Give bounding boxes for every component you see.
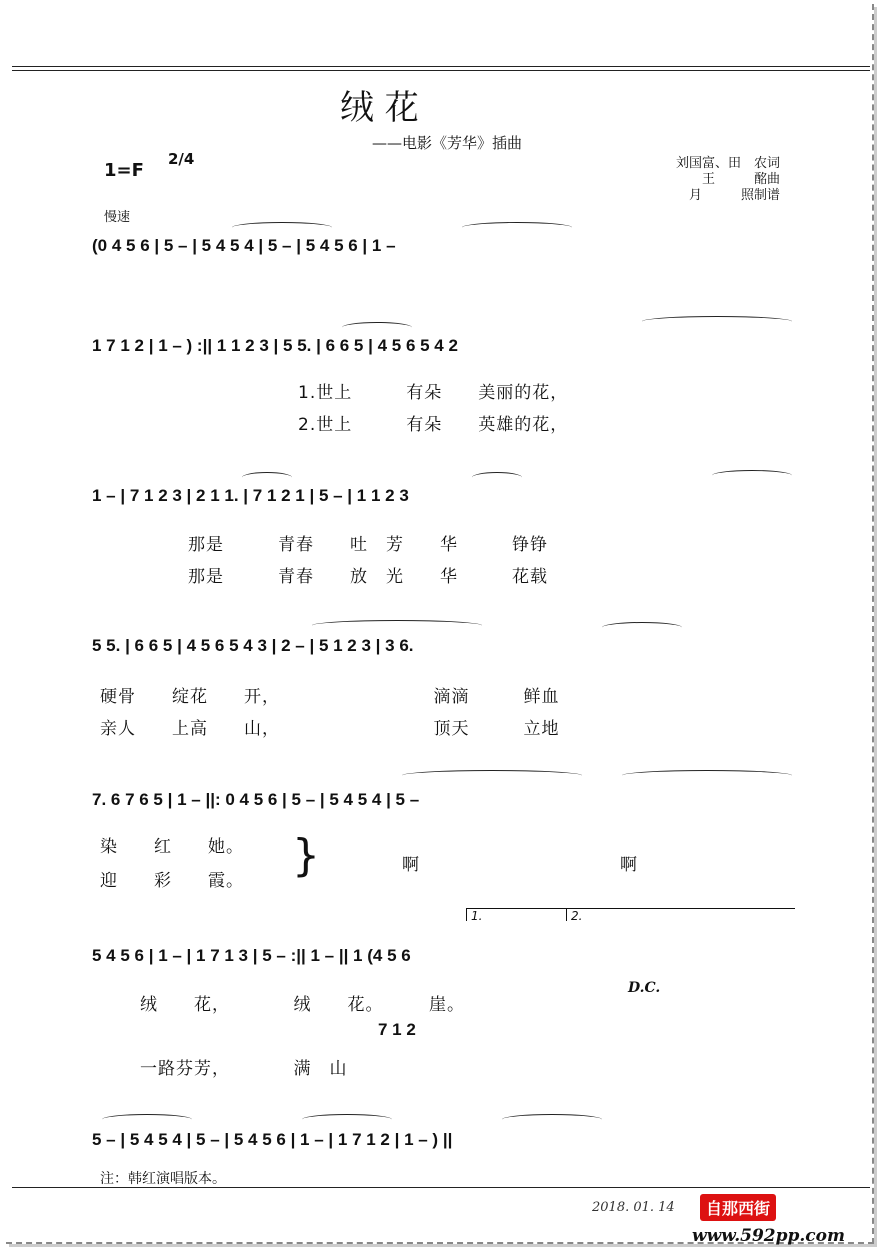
lyric-v1-row3: 那是 青春 吐 芳 华 铮铮 <box>188 535 548 555</box>
key-signature: 1=F <box>104 160 144 181</box>
lyric-v2-row4: 亲人 上高 山， 顶天 立地 <box>100 719 560 739</box>
notes-row-6: 5 4 5 6 | 1 – | 1 7 1 3 | 5 – :|| 1 – || 1 (4 5 6 <box>92 946 411 965</box>
lyric-alt: 一路芬芳， 满 山 <box>140 1059 348 1079</box>
staff-row-2 <box>92 336 802 376</box>
staff-row-1 <box>92 236 802 276</box>
credits <box>640 156 780 204</box>
lyric-v1-row5: 染 红 她。 <box>100 837 244 857</box>
arranger-credit: 月 照制谱 <box>688 188 780 203</box>
staff-row-3 <box>92 486 802 526</box>
top-rule-2 <box>12 70 870 71</box>
staff-row-5 <box>92 790 802 830</box>
lyric-ah-2: 啊 <box>620 855 637 875</box>
staff-row-6 <box>92 946 802 986</box>
lyric-row6: 绒 花， 绒 花。 崖。 <box>140 995 465 1015</box>
slur-arc <box>312 620 482 631</box>
volta-1: 1. <box>466 908 567 921</box>
lyric-v2-row5: 迎 彩 霞。 <box>100 871 244 891</box>
tie-arc <box>102 1114 192 1125</box>
date-stamp: 2018. 01. 14 <box>592 1200 675 1215</box>
song-title: 绒 花 <box>340 88 419 128</box>
staff-row-4 <box>92 636 802 676</box>
slur-arc <box>602 622 682 633</box>
website-url[interactable]: www.592pp.com <box>692 1226 845 1246</box>
notes-row-3: 1 – | 7 1 2 3 | 2 1 1. | 7 1 2 1 | 5 – | 1 1 2 3 <box>92 486 409 505</box>
song-subtitle: ——电影《芳华》插曲 <box>372 134 523 152</box>
slur-arc <box>472 472 522 483</box>
top-rule <box>12 66 870 67</box>
slur-arc <box>342 322 412 333</box>
notes-row-7: 5 – | 5 4 5 4 | 5 – | 5 4 5 6 | 1 – | 1 7 1 2 | 1 – ) || <box>92 1130 453 1149</box>
footnote: 注：韩红演唱版本。 <box>100 1171 226 1187</box>
lyric-v1-row2: 1.世上 有朵 美丽的花， <box>298 383 569 403</box>
slur-arc <box>242 472 292 483</box>
watermark-logo: 自那西街 <box>700 1194 776 1221</box>
notes-row-5: 7. 6 7 6 5 | 1 – ||: 0 4 5 6 | 5 – | 5 4 5 4 | 5 – <box>92 790 420 809</box>
slur-arc <box>622 770 792 781</box>
lyric-v2-row2: 2.世上 有朵 英雄的花， <box>298 415 569 435</box>
tempo-marking: 慢速 <box>104 210 131 225</box>
time-signature: 2/4 <box>168 150 195 168</box>
staff-row-7 <box>92 1130 802 1170</box>
notes-row-4: 5 5. | 6 6 5 | 4 5 6 5 4 3 | 2 – | 5 1 2 3 | 3 6. <box>92 636 414 655</box>
alt-notes: 7 1 2 <box>378 1020 416 1039</box>
lyric-v1-row4: 硬骨 绽花 开， 滴滴 鲜血 <box>100 687 560 707</box>
slur-arc <box>712 470 792 481</box>
tie-arc <box>462 222 572 233</box>
volta-2: 2. <box>566 908 795 921</box>
lyric-v2-row3: 那是 青春 放 光 华 花载 <box>188 567 548 587</box>
lyric-ah-1: 啊 <box>402 855 419 875</box>
tie-arc <box>302 1114 392 1125</box>
tie-arc <box>502 1114 602 1125</box>
slur-arc <box>642 316 792 327</box>
da-capo: D.C. <box>628 980 661 996</box>
lyricist-credit: 刘国富、田 农词 <box>675 156 780 171</box>
brace: } <box>292 830 320 881</box>
notes-row-1: (0 4 5 6 | 5 – | 5 4 5 4 | 5 – | 5 4 5 6 | 1 – <box>92 236 396 255</box>
tie-arc <box>232 222 332 233</box>
notes-row-2: 1 7 1 2 | 1 – ) :|| 1 1 2 3 | 5 5. | 6 6 5 | 4 5 6 5 4 2 <box>92 336 458 355</box>
slur-arc <box>402 770 582 781</box>
composer-credit: 王 酩曲 <box>701 172 780 187</box>
